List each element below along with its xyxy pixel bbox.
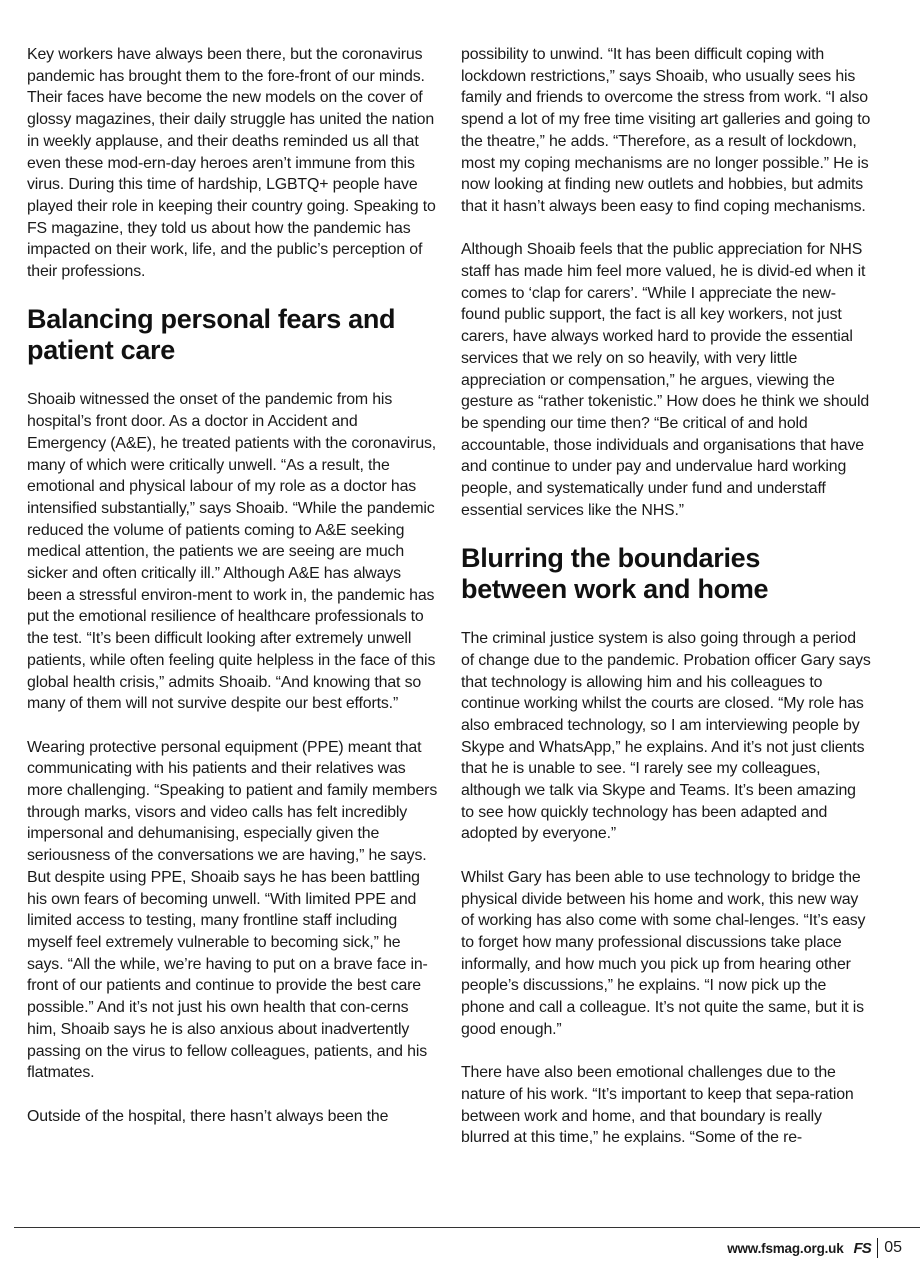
right-column	[461, 44, 873, 1149]
footer-url-link[interactable]: www.fsmag.org.uk	[727, 1240, 844, 1256]
body-paragraph: Although Shoaib feels that the public appreciation for NHS staff has made him feel more valued, he is divid-ed when it comes to ‘clap for carers’. “While I appreciate the new-found public support, the fact is all key workers, not just carers, have always worked hard to provide the essential services that we rely on so heavily, with very little appreciation or compensation,” he argues, viewing the gesture as “rather tokenistic.” How does he think we should be spending our time then? “Be critical of and hold accountable, those individuals and organisations that have and continue to under pay and undervalue hard working people, and systematically under fund and understaff essential services like the NHS.”	[461, 241, 870, 519]
body-paragraph: possibility to unwind. “It has been difficult coping with lockdown restrictions,” says Shoaib, who usually sees his family and friends to overcome the stress from work. “I also spend a lot of my free time visiting art galleries and going to the theatre,” he adds. “Therefore, as a result of lockdown, most my coping mechanisms are no longer possible.” He is now looking at finding new outlets and hobbies, but admits that it hasn’t always been easy to find coping mechanisms.	[461, 46, 871, 215]
page-number: 05	[884, 1239, 902, 1256]
left-column	[27, 44, 439, 1127]
section-heading-blurring: Blurring the boundaries between work and home	[461, 543, 769, 605]
body-paragraph: Shoaib witnessed the onset of the pandemic from his hospital’s front door. As a doctor in Accident and Emergency (A&E), he treated patients with the coronavirus, many of which were critically unwell. “As a result, the emotional and physical labour of my role as a doctor has intensified substantially,” says Shoaib. “While the pandemic reduced the volume of patients coming to A&E seeking medical attention, the patients we are seeing are much sicker and often critically ill.” Although A&E has always been a stressful environ-ment to work in, the pandemic has put the emotional resilience of healthcare professionals to the test. “It’s been difficult looking after extremely unwell patients, while often feeling quite helpless in the face of this global health crisis,” admits Shoaib. “And knowing that so many of them will not survive despite our best efforts.”	[27, 391, 437, 713]
body-paragraph: The criminal justice system is also going through a period of change due to the pandemic. Probation officer Gary says that technology is allowing him and his colleagues to continue working whilst the courts are closed. “My role has also embraced technology, so I am interviewing people by Skype and WhatsApp,” he explains. And it’s not just clients that he is unable to see. “I rarely see my colleagues, although we talk via Skype and Teams. It’s been amazing to see how quickly technology has been adapted and adopted by everyone.”	[461, 630, 871, 843]
body-paragraph: There have also been emotional challenges due to the nature of his work. “It’s important to keep that sepa-ration between work and home, and that boundary is really blurred at this time,” he explains. “Some of the re-	[461, 1064, 854, 1147]
body-paragraph: Wearing protective personal equipment (PPE) meant that communicating with his patients and their relatives was more challenging. “Speaking to patient and family members through marks, visors and video calls has felt incredibly impersonal and dehumanising, especially given the seriousness of the conversations we are having,” he says. But despite using PPE, Shoaib says he has been battling his own fears of becoming unwell. “With limited PPE and limited access to testing, many frontline staff including myself feel extremely vulnerable to becoming sick,” he says. “All the while, we’re having to put on a brave face in-front of our patients and continue to provide the best care possible.” And it’s not just his own health that con-cerns him, Shoaib says he is also anxious about inadvertently passing on the virus to fellow colleagues, patients, and his flatmates.	[27, 738, 438, 1082]
body-paragraph: Whilst Gary has been able to use technology to bridge the physical divide between his home and work, this new way of working has also come with some chal-lenges. “It’s easy to forget how many professional discussions take place informally, and how much you pick up from hearing other people’s discussions,” he explains. “I now pick up the phone and call a colleague. It’s not quite the same, but it is good enough.”	[461, 868, 866, 1038]
footer-divider	[877, 1238, 879, 1258]
intro-paragraph: Key workers have always been there, but the coronavirus pandemic has brought them to the fore-front of our minds. Their faces have become the new models on the cover of glossy magazines, their daily struggle has united the nation in weekly applause, and their deaths reminded us all that even these mod-ern-day heroes aren’t immune from this virus. During this time of hardship, LGBTQ+ people have played their role in keeping their country going. Speaking to FS magazine, they told us about how the pandemic has impacted on their work, life, and the public’s perception of their professions.	[27, 46, 436, 281]
body-paragraph: Outside of the hospital, there hasn’t always been the	[27, 1107, 389, 1125]
page-footer	[727, 1236, 902, 1260]
section-heading-balancing: Balancing personal fears and patient care	[27, 304, 396, 366]
footer-rule	[14, 1227, 920, 1228]
fs-logo: FS	[853, 1239, 871, 1257]
